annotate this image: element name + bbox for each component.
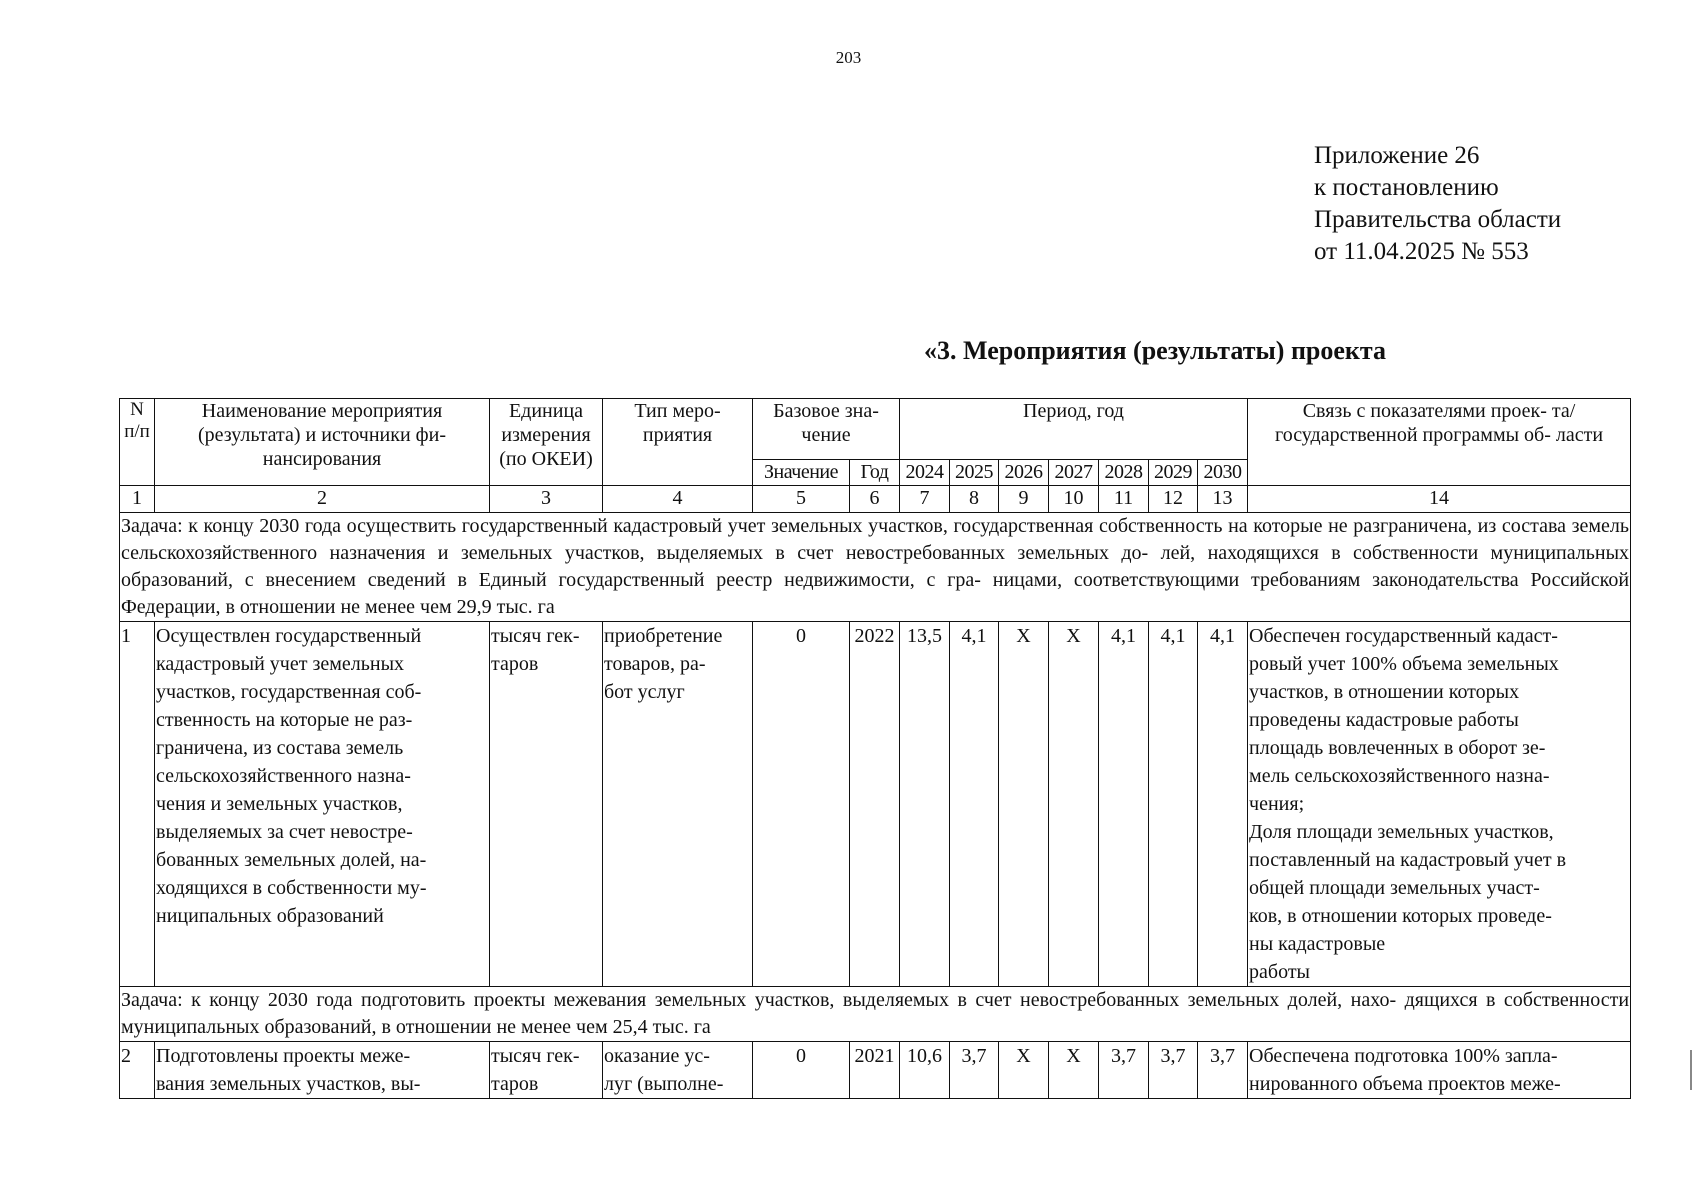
row2-type-line: луг (выполне-: [604, 1073, 724, 1095]
appendix-line-3: Правительства области: [1314, 206, 1562, 233]
row1-link-line: Обеспечен государственный кадаст-: [1249, 625, 1558, 647]
row2-link-line: Обеспечена подготовка 100% запла-: [1249, 1045, 1558, 1067]
header-year-2024: 2024: [900, 460, 950, 486]
col-number-2: 2: [155, 486, 490, 513]
row2-unit: [490, 1042, 603, 1099]
header-year-2025: 2025: [950, 460, 999, 486]
row1-link-line: чения;: [1249, 793, 1305, 815]
row1-value-2030: 4,1: [1198, 622, 1248, 987]
section-title: «3. Мероприятия (результаты) проекта: [924, 336, 1386, 365]
row1-link: [1248, 622, 1631, 987]
row1-name-line: граничена, из состава земель: [156, 737, 404, 759]
col-number-8: 8: [950, 486, 999, 513]
row2-value-2025: 3,7: [950, 1042, 999, 1099]
row1-name: [155, 622, 490, 987]
row1-link-line: проведены кадастровые работы: [1249, 709, 1519, 731]
header-year-2027: 2027: [1049, 460, 1099, 486]
header-type: Тип меро- приятия: [603, 399, 753, 486]
scan-edge-mark: [1690, 1050, 1692, 1090]
row1-value-2027: X: [1049, 622, 1099, 987]
row1-base-value: 0: [753, 622, 850, 987]
row2-name: [155, 1042, 490, 1099]
row1-link-line: ны кадастровые: [1249, 933, 1386, 955]
row2-unit-line: тысяч гек-: [491, 1045, 580, 1067]
row2-value-2029: 3,7: [1149, 1042, 1198, 1099]
col-number-11: 11: [1099, 486, 1149, 513]
row1-name-line: участков, государственная соб-: [156, 681, 422, 703]
header-name: Наименование мероприятия (результата) и источники фи- нансирования: [155, 399, 490, 486]
row1-name-line: ниципальных образований: [156, 905, 384, 927]
header-year-2030: 2030: [1198, 460, 1248, 486]
row1-type-line: товаров, ра-: [604, 653, 706, 675]
row1-name-line: чения и земельных участков,: [156, 793, 403, 815]
row1-value-2028: 4,1: [1099, 622, 1149, 987]
header-year-2029: 2029: [1149, 460, 1198, 486]
header-n: N п/п: [120, 399, 155, 486]
row1-link-line: ков, в отношении которых проведе-: [1249, 905, 1552, 927]
row1-name-line: ственность на которые не раз-: [156, 709, 413, 731]
row1-name-line: ходящихся в собственности му-: [156, 877, 427, 899]
row1-link-line: мель сельскохозяйственного назна-: [1249, 765, 1550, 787]
header-base-year: Год: [850, 460, 900, 486]
row2-value-2030: 3,7: [1198, 1042, 1248, 1099]
row2-link: [1248, 1042, 1631, 1099]
col-number-5: 5: [753, 486, 850, 513]
row1-link-line: Доля площади земельных участков,: [1249, 821, 1554, 843]
row1-name-line: выделяемых за счет невостре-: [156, 821, 413, 843]
row1-link-line: площадь вовлеченных в оборот зе-: [1249, 737, 1546, 759]
row1-n: 1: [120, 622, 155, 987]
col-number-9: 9: [999, 486, 1049, 513]
row1-unit-line: таров: [491, 653, 539, 675]
row1-name-line: кадастровый учет земельных: [156, 653, 405, 675]
row1-link-line: работы: [1249, 961, 1310, 983]
task-1: Задача: к концу 2030 года осуществить государственный кадастровый учет земельных участков, государственная собственность на которые не разграничена, из состава земель сельскохозяйственного назначения и земельных участков, выделяемых в счет невостребованных земельных до- лей, находящихся в собственности муниципальных образований, с внесением сведений в Единый государственный реестр недвижимости, с гра- ницами, соответствующими требованиям законодательства Российской Федерации, в отношении не менее чем 29,9 тыс. га: [120, 513, 1631, 622]
row2-base-value: 0: [753, 1042, 850, 1099]
row2-name-line: вания земельных участков, вы-: [156, 1073, 421, 1095]
row2-link-line: нированного объема проектов меже-: [1249, 1073, 1561, 1095]
page-number: 203: [835, 48, 862, 67]
row1-name-line: сельскохозяйственного назна-: [156, 765, 411, 787]
row2-value-2028: 3,7: [1099, 1042, 1149, 1099]
row1-base-year: 2022: [850, 622, 900, 987]
row1-link-line: ровый учет 100% объема земельных: [1249, 653, 1559, 675]
row1-value-2029: 4,1: [1149, 622, 1198, 987]
row1-value-2025: 4,1: [950, 622, 999, 987]
row2-type: [603, 1042, 753, 1099]
header-base-value: Значение: [753, 460, 850, 486]
row2-value-2026: X: [999, 1042, 1049, 1099]
row1-type-line: приобретение: [604, 625, 723, 647]
col-number-3: 3: [490, 486, 603, 513]
col-number-14: 14: [1248, 486, 1631, 513]
row2-type-line: оказание ус-: [604, 1045, 710, 1067]
task-2: Задача: к концу 2030 года подготовить проекты межевания земельных участков, выделяемых в счет невостребованных земельных долей, нахо- дящихся в собственности муниципальных образований, в отношении не менее чем 25,4 тыс. га: [120, 987, 1631, 1042]
col-number-4: 4: [603, 486, 753, 513]
appendix-line-4: от 11.04.2025 № 553: [1314, 238, 1529, 265]
row2-unit-line: таров: [491, 1073, 539, 1095]
header-year-2026: 2026: [999, 460, 1049, 486]
header-period: Период, год: [900, 399, 1248, 460]
row1-type: [603, 622, 753, 987]
col-number-1: 1: [120, 486, 155, 513]
col-number-6: 6: [850, 486, 900, 513]
row1-name-line: бованных земельных долей, на-: [156, 849, 427, 871]
row2-name-line: Подготовлены проекты меже-: [156, 1045, 411, 1067]
row2-value-2027: X: [1049, 1042, 1099, 1099]
header-link: Связь с показателями проек- та/государственной программы об- ласти: [1248, 399, 1631, 486]
row1-type-line: бот услуг: [604, 681, 685, 703]
row2-n: 2: [120, 1042, 155, 1099]
row1-link-line: участков, в отношении которых: [1249, 681, 1520, 703]
appendix-line-2: к постановлению: [1314, 174, 1499, 201]
row1-value-2024: 13,5: [900, 622, 950, 987]
col-number-7: 7: [900, 486, 950, 513]
col-number-13: 13: [1198, 486, 1248, 513]
measures-table: [119, 398, 1631, 1099]
row1-name-line: Осуществлен государственный: [156, 625, 422, 647]
row1-link-line: поставленный на кадастровый учет в: [1249, 849, 1567, 871]
col-number-10: 10: [1049, 486, 1099, 513]
col-number-12: 12: [1149, 486, 1198, 513]
appendix-block: [1314, 140, 1561, 268]
row2-base-year: 2021: [850, 1042, 900, 1099]
row1-unit: [490, 622, 603, 987]
appendix-line-1: Приложение 26: [1314, 142, 1480, 169]
header-base: Базовое зна- чение: [753, 399, 900, 460]
row1-unit-line: тысяч гек-: [491, 625, 580, 647]
header-year-2028: 2028: [1099, 460, 1149, 486]
row1-value-2026: X: [999, 622, 1049, 987]
row1-link-line: общей площади земельных участ-: [1249, 877, 1540, 899]
header-unit: Единица измерения (по ОКЕИ): [490, 399, 603, 486]
row2-value-2024: 10,6: [900, 1042, 950, 1099]
